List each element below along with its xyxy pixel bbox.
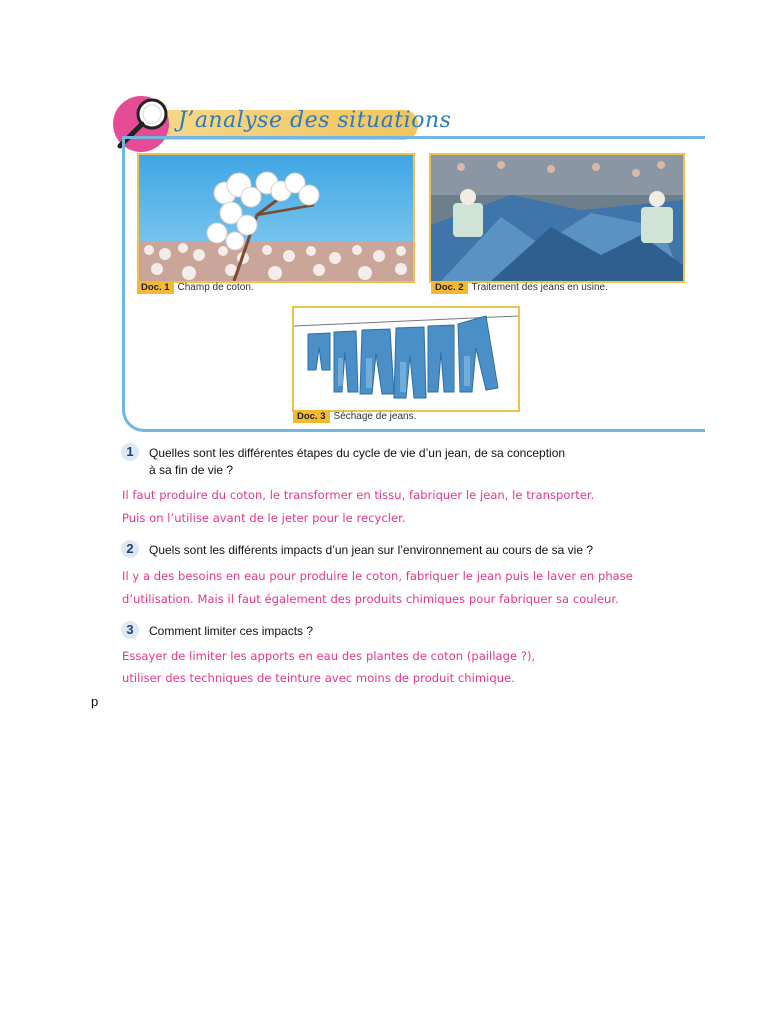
- question-2-number: 2: [121, 540, 139, 558]
- jeans-drying-photo: [292, 306, 520, 412]
- section-title: J’analyse des situations: [178, 108, 452, 133]
- doc-1-caption-text: Champ de coton.: [177, 282, 254, 293]
- doc-2-caption: [431, 281, 608, 294]
- question-3-number: 3: [121, 621, 139, 639]
- answer-2-line-1: Il y a des besoins en eau pour produire le coton, fabriquer le jean puis le laver en phase: [122, 569, 633, 583]
- question-3-line-1: Comment limiter ces impacts ?: [149, 624, 314, 638]
- doc-3-caption: [293, 410, 416, 423]
- answer-3-line-2: utiliser des techniques de teinture avec moins de produit chimique.: [122, 671, 515, 685]
- question-1-line-1: Quelles sont les différentes étapes du cycle de vie d’un jean, de sa conception: [149, 446, 566, 460]
- answer-2-line-2: d’utilisation. Mais il faut également des produits chimiques pour fabriquer sa couleur.: [122, 592, 619, 606]
- doc-3-caption-text: Séchage de jeans.: [333, 411, 417, 422]
- question-2-line-1: Quels sont les différents impacts d’un jean sur l’environnement au cours de sa vie ?: [149, 543, 594, 557]
- factory-photo: [429, 153, 685, 283]
- doc-3-tag: Doc. 3: [293, 410, 330, 423]
- doc-2-caption-text: Traitement des jeans en usine.: [471, 282, 608, 293]
- answer-1-line-1: Il faut produire du coton, le transformer en tissu, fabriquer le jean, le transporter.: [122, 488, 595, 502]
- stray-text: p: [91, 694, 99, 709]
- question-1-number: 1: [121, 443, 139, 461]
- question-1-line-2: à sa fin de vie ?: [149, 463, 234, 477]
- answer-3-line-1: Essayer de limiter les apports en eau des plantes de coton (paillage ?),: [122, 649, 536, 663]
- doc-1-caption: [137, 281, 254, 294]
- doc-2-tag: Doc. 2: [431, 281, 468, 294]
- answer-1-line-2: Puis on l’utilise avant de le jeter pour le recycler.: [122, 511, 406, 525]
- cotton-field-photo: [137, 153, 415, 283]
- doc-1-tag: Doc. 1: [137, 281, 174, 294]
